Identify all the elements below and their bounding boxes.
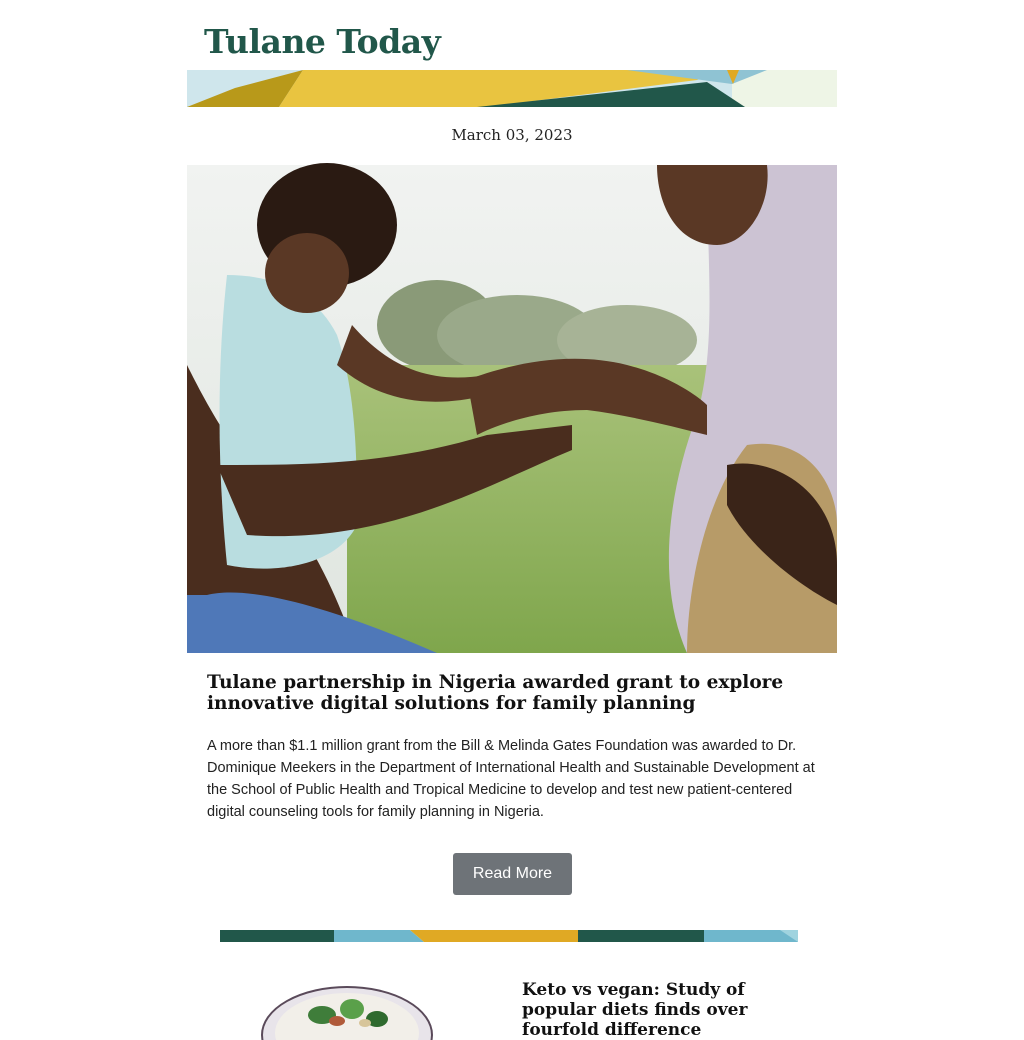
section-divider	[220, 930, 798, 942]
feature-summary: A more than $1.1 million grant from the Bill & Melinda Gates Foundation was awarded to Dr. Dominique Meekers in the Department of International Health and Sustainable Development at the School of Public Health and Tropical Medicine to develop and test new patient-centered digital counseling tools for family planning in Nigeria.	[207, 738, 815, 820]
next-story-title[interactable]: Keto vs vegan: Study of popular diets finds over fourfold difference	[522, 980, 748, 1040]
issue-date: March 03, 2023	[451, 126, 573, 144]
header-banner-graphic	[187, 70, 837, 107]
next-story-image[interactable]	[227, 975, 487, 1024]
masthead-title[interactable]: Tulane Today	[204, 22, 441, 61]
feature-headline[interactable]: Tulane partnership in Nigeria awarded grant to explore innovative digital solutions for family planning	[207, 672, 784, 714]
newsletter	[187, 0, 837, 1040]
feature-image[interactable]	[187, 165, 837, 653]
read-more-button[interactable]: Read More	[453, 853, 572, 895]
